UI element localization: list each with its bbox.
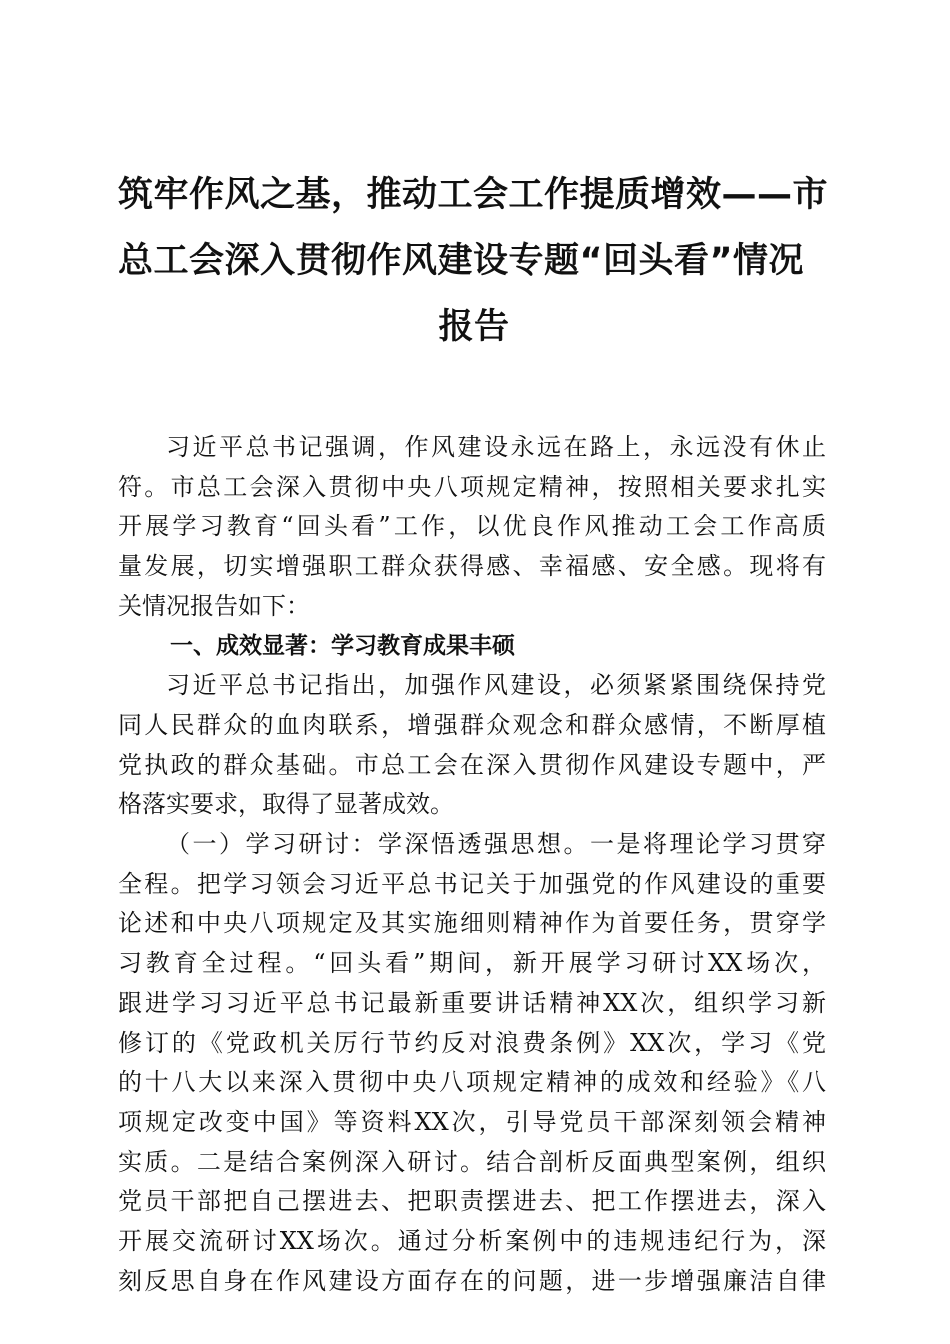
text-line: 同人民群众的血肉联系，增强群众观念和群众感情，不断厚植 <box>118 710 826 739</box>
text-line: 党员干部把自己摆进去、把职责摆进去、把工作摆进去，深入 <box>118 1187 826 1216</box>
text-line: 习近平总书记指出，加强作风建设，必须紧紧围绕保持党 <box>166 671 826 700</box>
body-paragraph <box>118 825 826 1301</box>
text-line: 党执政的群众基础。市总工会在深入贯彻作风建设专题中，严 <box>118 750 826 779</box>
text-line: 格落实要求，取得了显著成效。 <box>118 790 454 819</box>
text-line: 关情况报告如下： <box>118 591 310 620</box>
document-body <box>118 428 826 1301</box>
text-line: 符。市总工会深入贯彻中央八项规定精神，按照相关要求扎实 <box>118 472 826 501</box>
title-line: 报告 <box>438 307 510 347</box>
text-line: 习教育全过程。“回头看”期间，新开展学习研讨XX场次， <box>118 949 826 978</box>
heading-text: 一、成效显著：学习教育成果丰硕 <box>170 632 515 659</box>
document-title <box>118 162 830 360</box>
text-line: 全程。把学习领会习近平总书记关于加强党的作风建设的重要 <box>118 869 826 898</box>
text-line: 跟进学习习近平总书记最新重要讲话精神XX次，组织学习新 <box>118 988 826 1017</box>
text-line: 实质。二是结合案例深入研讨。结合剖析反面典型案例，组织 <box>118 1147 826 1176</box>
section-heading <box>118 627 826 667</box>
intro-paragraph <box>118 428 826 627</box>
title-line: 筑牢作风之基，推动工会工作提质增效——市 <box>118 175 829 215</box>
text-line: 修订的《党政机关厉行节约反对浪费条例》XX次，学习《党 <box>118 1028 826 1057</box>
text-line: 量发展，切实增强职工群众获得感、幸福感、安全感。现将有 <box>118 552 826 581</box>
text-line: 开展交流研讨XX场次。通过分析案例中的违规违纪行为，深 <box>118 1227 826 1256</box>
title-line: 总工会深入贯彻作风建设专题“回头看”情况 <box>118 241 805 281</box>
text-line: 开展学习教育“回头看”工作，以优良作风推动工会工作高质 <box>118 512 826 541</box>
text-line: 刻反思自身在作风建设方面存在的问题，进一步增强廉洁自律 <box>118 1266 826 1295</box>
text-line: 习近平总书记强调，作风建设永远在路上，永远没有休止 <box>166 433 826 461</box>
text-line: （一）学习研讨：学深悟透强思想。一是将理论学习贯穿 <box>166 830 826 859</box>
text-line: 论述和中央八项规定及其实施细则精神作为首要任务，贯穿学 <box>118 909 826 938</box>
text-line: 的十八大以来深入贯彻中央八项规定精神的成效和经验》《八 <box>118 1068 826 1097</box>
text-line: 项规定改变中国》等资料XX次，引导党员干部深刻领会精神 <box>118 1107 826 1136</box>
body-paragraph <box>118 666 826 825</box>
